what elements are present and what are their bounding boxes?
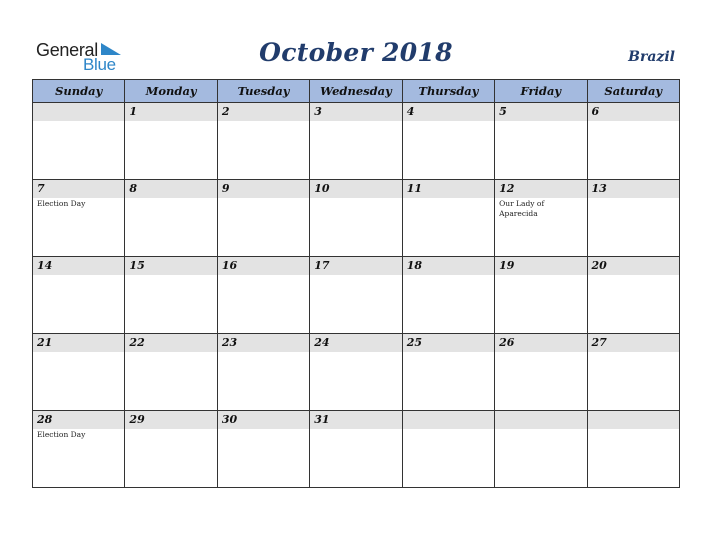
day-bar <box>588 257 679 275</box>
day-cell <box>217 180 309 257</box>
day-bar <box>310 180 401 198</box>
day-cell <box>402 411 494 488</box>
day-number: 29 <box>129 413 145 426</box>
day-cell <box>33 257 125 334</box>
brand-name-general: General <box>36 40 98 60</box>
day-cell <box>217 103 309 180</box>
day-bar <box>310 257 401 275</box>
day-number: 10 <box>314 182 330 195</box>
week-row <box>33 411 680 488</box>
day-number: 30 <box>221 413 238 426</box>
day-number: 5 <box>499 105 507 118</box>
holiday-label: Our Lady of Aparecida <box>499 199 545 218</box>
day-number: 7 <box>37 182 45 195</box>
calendar-grid <box>32 79 680 488</box>
weekday-header: Tuesday <box>217 80 309 103</box>
country-label: Brazil <box>628 49 675 65</box>
day-bar <box>588 180 679 198</box>
day-cell <box>402 103 494 180</box>
day-bar <box>33 180 124 198</box>
weekday-header-row <box>33 80 680 103</box>
day-bar <box>125 103 216 121</box>
day-bar <box>588 103 679 121</box>
day-number: 27 <box>591 336 607 349</box>
day-cell <box>125 180 217 257</box>
day-cell <box>310 103 402 180</box>
day-bar <box>495 334 586 352</box>
day-cell <box>495 180 587 257</box>
day-cell <box>587 180 679 257</box>
day-cell <box>495 334 587 411</box>
day-bar <box>495 180 586 198</box>
day-number: 3 <box>314 105 322 118</box>
brand-name-blue: Blue <box>83 55 116 74</box>
day-number: 8 <box>129 182 138 195</box>
day-cell <box>587 103 679 180</box>
day-cell <box>587 411 679 488</box>
day-bar <box>403 257 494 275</box>
week-row <box>33 257 680 334</box>
weekday-header: Monday <box>125 80 217 103</box>
day-bar <box>403 334 494 352</box>
day-number: 28 <box>37 413 53 426</box>
day-cell <box>310 180 402 257</box>
day-number: 22 <box>129 336 145 349</box>
day-bar <box>588 334 679 352</box>
day-bar <box>310 103 401 121</box>
calendar-title: October 2018 <box>259 38 453 67</box>
day-bar <box>588 411 679 429</box>
week-row <box>33 334 680 411</box>
week-row <box>33 103 680 180</box>
day-number: 16 <box>221 259 238 272</box>
day-bar <box>33 411 124 429</box>
day-cell <box>495 411 587 488</box>
day-cell <box>125 103 217 180</box>
day-cell <box>33 411 125 488</box>
day-number: 31 <box>314 413 330 426</box>
day-bar <box>218 180 309 198</box>
week-row <box>33 180 680 257</box>
day-cell <box>310 257 402 334</box>
day-number: 9 <box>221 182 230 195</box>
day-number: 25 <box>406 336 422 349</box>
day-cell <box>33 334 125 411</box>
day-cell <box>217 334 309 411</box>
day-number: 19 <box>499 259 515 272</box>
day-number: 17 <box>314 259 330 272</box>
day-number: 12 <box>499 182 515 195</box>
weekday-header: Wednesday <box>310 80 402 103</box>
day-number: 20 <box>591 259 607 272</box>
day-cell <box>402 257 494 334</box>
day-bar <box>125 180 216 198</box>
day-number: 11 <box>406 182 422 195</box>
day-cell <box>587 334 679 411</box>
holiday-label: Election Day <box>37 430 86 439</box>
day-number: 26 <box>499 336 515 349</box>
day-bar <box>125 257 216 275</box>
day-number: 13 <box>591 182 607 195</box>
day-bar <box>403 411 494 429</box>
weekday-header: Sunday <box>33 80 125 103</box>
day-number: 14 <box>37 259 53 272</box>
day-cell <box>495 103 587 180</box>
day-bar <box>403 103 494 121</box>
day-bar <box>218 257 309 275</box>
day-number: 24 <box>314 336 330 349</box>
day-cell <box>587 257 679 334</box>
day-bar <box>125 334 216 352</box>
day-cell <box>217 257 309 334</box>
weekday-header: Thursday <box>402 80 494 103</box>
holiday-label: Election Day <box>37 199 86 208</box>
day-bar <box>495 103 586 121</box>
day-bar <box>33 257 124 275</box>
day-cell <box>402 180 494 257</box>
day-cell <box>495 257 587 334</box>
day-bar <box>495 257 586 275</box>
day-bar <box>310 411 401 429</box>
day-number: 4 <box>406 105 415 118</box>
day-cell <box>125 334 217 411</box>
day-number: 6 <box>591 105 600 118</box>
day-bar <box>403 180 494 198</box>
day-number: 15 <box>129 259 145 272</box>
day-number: 21 <box>37 336 53 349</box>
day-cell <box>310 411 402 488</box>
day-cell <box>33 103 125 180</box>
day-cell <box>217 411 309 488</box>
day-bar <box>125 411 216 429</box>
day-cell <box>125 411 217 488</box>
day-cell <box>125 257 217 334</box>
day-bar <box>310 334 401 352</box>
day-bar <box>33 334 124 352</box>
day-number: 18 <box>406 259 422 272</box>
day-number: 2 <box>221 105 230 118</box>
day-cell <box>33 180 125 257</box>
day-bar <box>218 411 309 429</box>
weekday-header: Saturday <box>587 80 679 103</box>
day-bar <box>218 334 309 352</box>
day-bar <box>33 103 124 121</box>
day-number: 1 <box>129 105 138 118</box>
day-bar <box>218 103 309 121</box>
day-cell <box>310 334 402 411</box>
day-cell <box>402 334 494 411</box>
day-number: 23 <box>221 336 238 349</box>
day-bar <box>495 411 586 429</box>
weekday-header: Friday <box>495 80 587 103</box>
